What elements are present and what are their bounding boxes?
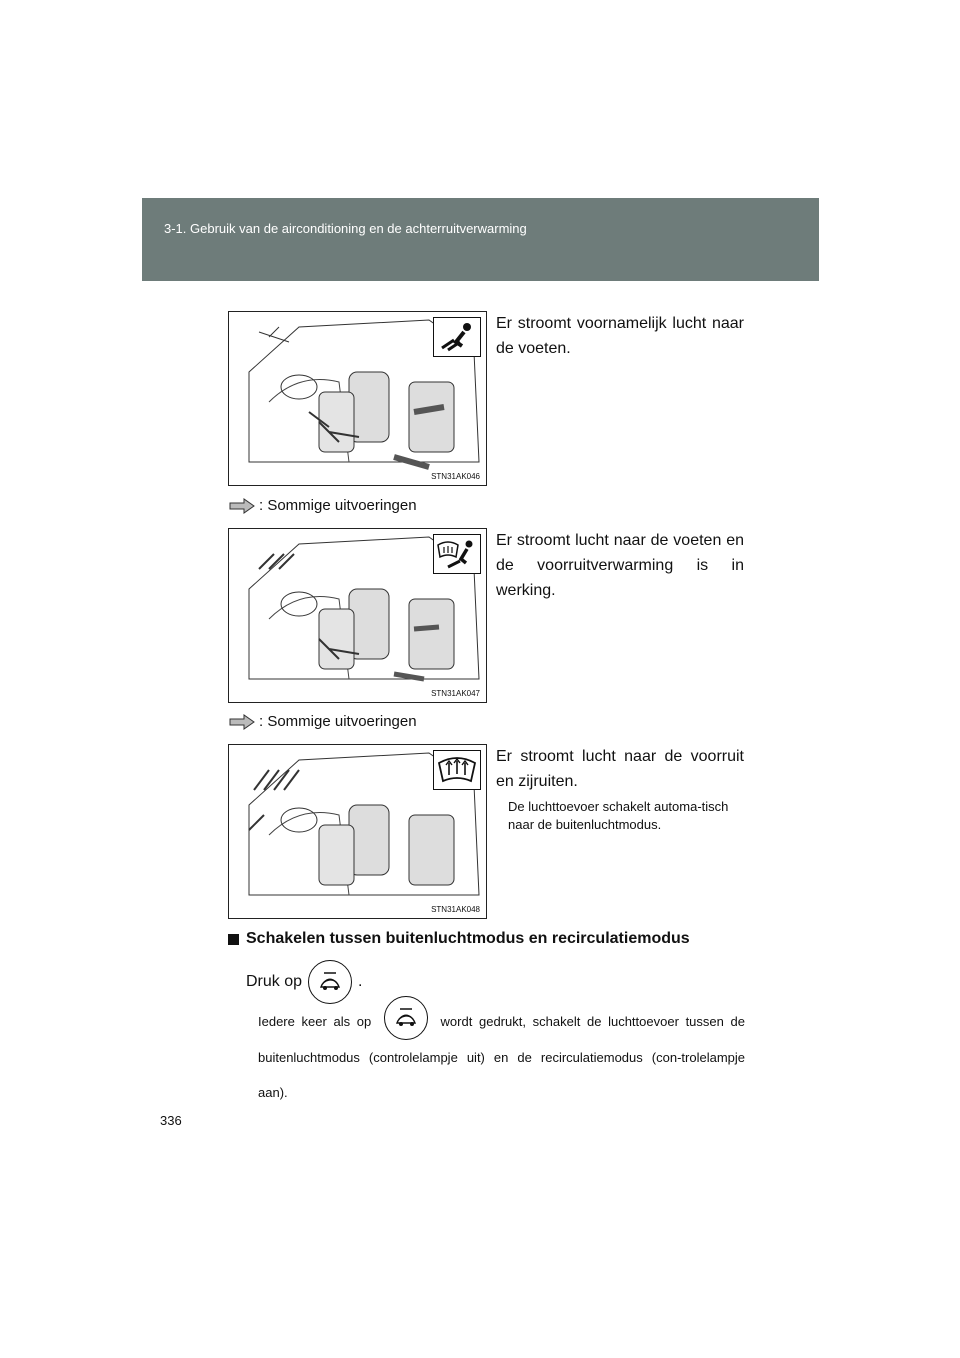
airflow-figure-feet	[228, 311, 487, 486]
mode-paragraph	[258, 1004, 745, 1110]
section-title: Schakelen tussen buitenluchtmodus en recirculatiemodus	[246, 930, 690, 947]
paragraph-start: Iedere keer als op	[258, 1014, 372, 1029]
variant-text: : Sommige uitvoeringen	[259, 497, 417, 514]
arrow-icon	[228, 498, 256, 514]
figure-description: Er stroomt lucht naar de voorruit en zijruiten.	[496, 748, 744, 790]
recirculation-button-icon	[308, 960, 352, 1004]
chapter-header	[142, 198, 819, 281]
feet-defrost-mode-icon	[433, 534, 481, 574]
feet-mode-icon	[433, 317, 481, 357]
paragraph-end: wordt gedrukt, schakelt de luchttoevoer tussen de buitenluchtmodus (controlelampje uit) en de recirculatiemodus (con-trolelampje aan).	[258, 1014, 745, 1100]
figure-code: STN31AK047	[431, 689, 480, 698]
section-heading	[228, 930, 690, 948]
chapter-title: 3-1. Gebruik van de airconditioning en de achterruitverwarming	[164, 221, 527, 236]
figure-description: Er stroomt voornamelijk lucht naar de voeten.	[496, 315, 744, 357]
airflow-figure-windshield	[228, 744, 487, 919]
airflow-figure-feet-defrost	[228, 528, 487, 703]
page-number: 336	[160, 1113, 182, 1128]
figure-code: STN31AK048	[431, 905, 480, 914]
variant-label	[228, 713, 417, 730]
press-text-end: .	[358, 973, 363, 990]
figure-description: Er stroomt lucht naar de voeten en de voorruitverwarming is in werking.	[496, 532, 744, 599]
press-instruction	[246, 960, 362, 1004]
figure-code: STN31AK046	[431, 472, 480, 481]
recirculation-button-icon	[384, 996, 428, 1040]
figure-note: De luchttoevoer schakelt automa-tisch naar de buitenluchtmodus.	[508, 799, 729, 832]
variant-label	[228, 497, 417, 514]
windshield-defrost-icon	[433, 750, 481, 790]
press-text: Druk op	[246, 973, 303, 990]
variant-text: : Sommige uitvoeringen	[259, 713, 417, 730]
bullet-square-icon	[228, 934, 239, 945]
arrow-icon	[228, 714, 256, 730]
